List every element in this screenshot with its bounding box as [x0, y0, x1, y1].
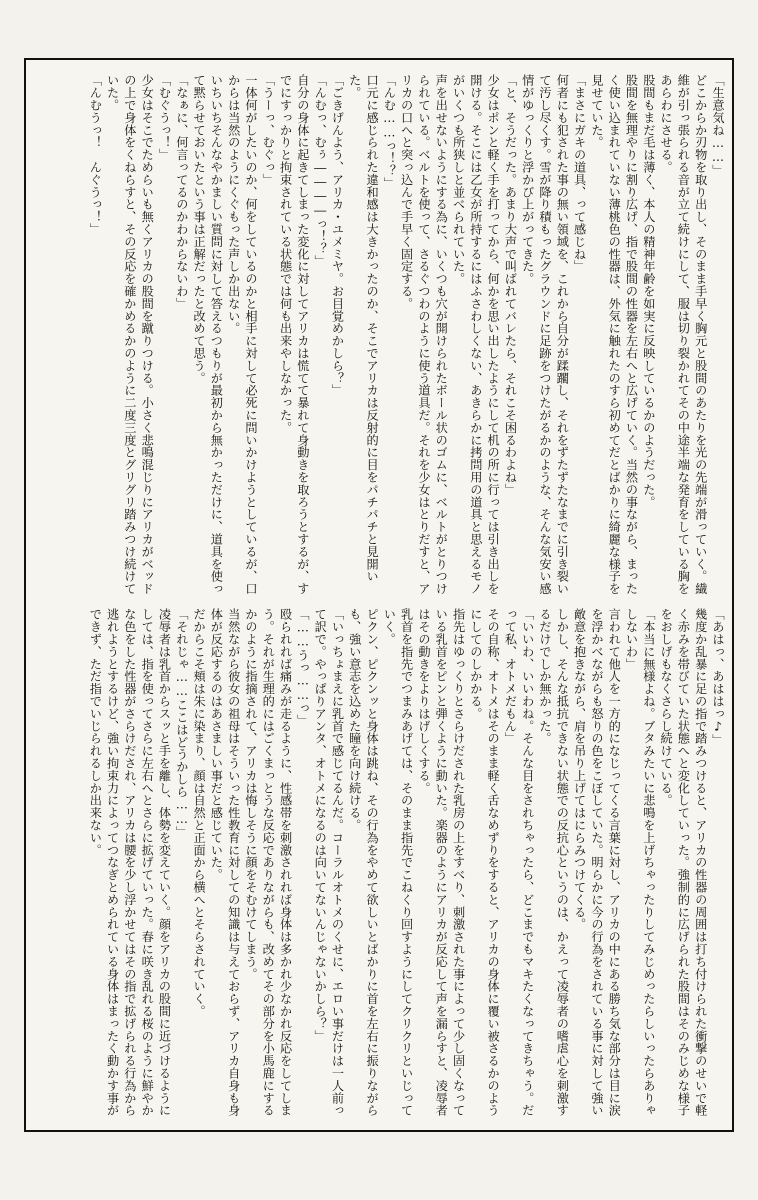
text-line: 「……うっ……っ」: [295, 608, 310, 727]
text-line: 口元に感じられた違和感は大きかったのか、そこでアリカは反射的に目をパチパチと見開いた。: [347, 74, 380, 583]
text-line: 「それじゃ……ここはどうかしら……」: [174, 608, 189, 839]
text-line: 「いいわ、いいわね。そんな目をされちゃったら、どこまでもマキたくなってきちゃう。だって私、オトメだもん」: [503, 608, 535, 1117]
text-line: 「んむっ、むぅ――――っ！？」: [313, 74, 328, 268]
text-line: 「んむうっ！ んぐうっ！」: [88, 74, 103, 236]
text-line: 「ごきげんよう、アリカ・ユメミヤ。お目覚めかしら？」: [330, 74, 345, 397]
text-line: 「生意気ね……」: [711, 74, 725, 177]
text-line: 自分の身体に起きてしまった変化に対してアリカは慌てて暴れて身動きを取ろうとするが、すでにすっかりと拘束されている状態では何も出来やしなかった。: [278, 74, 310, 595]
text-line: ピクン、ピクンッと身体は跳ね、その行為をやめて欲しいとばかりに首を左右に振りながらも、強い意志を込めた瞳を向け続ける。: [347, 608, 380, 1117]
text-line: しかし、そんな抵抗できない状態での反抗心というのは、かえって凌辱者の嗜虐心を刺激するだけでしか無かった。: [538, 608, 570, 1117]
text-line: 乳首を指先でつまみあげては、そのまま指先でこねくり回すようにしてクリクリといじっていく。: [382, 608, 414, 1117]
text-line: 言われて他人を一方的になじってくる言葉に対し、アリカの中にある勝ち気な部分は目に涙を浮かべながらも怒りの色をこぼしていた。明らかに今の行為をされている事に対して強い敵意を抱きながら、肩を吊り上げてはにらみつけてくる。: [572, 608, 622, 1117]
text-line: その自称、オトメはそのまま軽く舌なめずりをすると、アリカの身体に覆い被さるかのようにしてのしかかる。: [468, 608, 501, 1117]
text-line: 「うーっ、むぐっ」: [261, 74, 276, 186]
text-line: 少女はそこでためらいも無くアリカの股間を蹴りつける。小さく悲鳴混じりにアリカがベッドの上で身体をくねらすと、その反応を確かめるかのように二度三度とグリグリ踏みつけ続けていた。: [105, 74, 155, 595]
text-line: 「なぁに、何言ってるのかわからないわ」: [174, 74, 189, 310]
text-line: 凌辱者は乳首からスッと手を離し、体勢を変えていく。顔をアリカの股間に近づけるようにしては、指を使ってさらに左右へとさらに拡げていった。春に咲き乱れる桜のように鮮やかな色をした性器がさらけだされ、アリカは腰を少し浮かせてはその指で拡げられる行為から逃れようとするけど、強い拘束力によってつなぎとめられている身体はまったく動かす事ができず、ただ指でいじられるしか出来ない。: [88, 608, 172, 1117]
text-line: 「んむ……っ！？」: [382, 74, 397, 190]
upper-text-block: [46, 74, 726, 606]
lower-text-block: [46, 608, 726, 1124]
text-line: 股間を無理やりに割り広げ、指で股間の性器を左右へと広げていく。当然の事ながら、まったく使い込まれていない薄桃色の性器は、外気に触れたのすら初めてだとばかりに綺麗な様子を見せていた。: [589, 74, 639, 595]
text-line: 何者にも犯された事の無い領域を、これから自分が蹂躙し、それをずたずたなまでに引き裂いて汚し尽くす。雪が降り積もったグラウンドに足跡をつけたがるかのような、そんな気安い感情がゆっくりと浮かび上がってきた。: [520, 74, 570, 595]
text-line: 幾度か乱暴に足の指で踏みつけると、アリカの性器の周囲は打ち付けられた衝撃のせいで軽く赤みを帯びていた状態へと変化していった。強制的に広げられた股間はそのみじめな様子をおしげもなくさらし続けている。: [659, 608, 708, 1117]
text-line: 「あはっ、あははっ♪」: [711, 608, 725, 747]
text-line: 「と、そうだった。あまり大声で叫ばれてバレたら、それこそ困るわよね」: [503, 74, 518, 496]
text-line: 声を出せないようにする為に、いくつも穴が開けられたボール状のゴムに、ベルトがとりつけられている。ベルトを使って、さるぐつわのように使う道具だ。それを少女はとりだすと、アリカの口へと突っ込んで手早く固定する。: [399, 74, 449, 595]
page-frame: [24, 58, 734, 1132]
text-line: 当然ながら彼女の祖母はそういった性教育に対しての知識は与えておらず、アリカ自身も身体が反応するのはあさましい事だと感じていた。: [209, 608, 241, 1117]
text-line: 「むぐうっ！」: [157, 74, 172, 161]
text-line: 「本当に無様よね。ブタみたいに悲鳴を上げちゃったりしてみじめったらしいったらありゃしないわ」: [624, 608, 656, 1117]
text-line: 「いっちょまえに乳首で感じてるんだ。コーラルオトメのくせに、エロい事だけは一人前って訳で。やっぱりアンタ、オトメになるのは向いてないんじゃないかしら？」: [313, 608, 345, 1117]
text-line: だからこそ頬は朱に染まり、顔は自然と正面から横へとそらされていく。: [192, 608, 207, 1018]
text-line: どこからか刃物を取り出し、そのまま手早く胸元と股間のあたりを光の先端が滑っていく。繊維が引っ張られる音が立て続けにして、服は切り裂かれてその中途半端な発育をしている胸をあらわにさせる。: [659, 74, 708, 595]
text-line: いちいちそんなやかましい質問に対して答えるつもりが最初から無かっただけに、道具を使って黙らせておいたという事は正解だったと改めて思う。: [192, 74, 224, 595]
text-line: 一体何がしたいのか、何をしているのかと相手に対して必死に問いかけようとしているが、口からは当然のようにくぐもった声しか出ない。: [226, 74, 258, 595]
text-line: 少女はポンと軽く手を打ってから、何かを思い出したようにして机の所に行っては引き出しを開ける。そこには乙女が所持するにはふさわしくない、あきらかに拷問用の道具と思えるモノがいくつも所狭しと並べられていた。: [451, 74, 501, 595]
text-line: 指先はゆっくりとさらけだされた乳房の上をすべり、刺激された事によって少し固くなっている乳首をピンと弾くように動いた。楽器のようにアリカが反応して声を漏らすと、凌辱者はその動きをよりはげしくする。: [416, 608, 466, 1117]
text-line: 「まさにガキの道具、って感じね」: [572, 74, 587, 273]
text-line: 股間もまだ毛は薄く、本人の精神年齢を如実に反映しているかのようだった。: [641, 74, 656, 508]
text-line: 殴られれば痛みが走るように、性感帯を刺激されれば身体は多かれ少なかれ反応をしてしまう。それが生理的にはごくまっとうな反応でありながらも、改めてその部分を小馬鹿にするかのように指摘されて、アリカは悔しそうに顔をそむけてしまう。: [243, 608, 293, 1117]
